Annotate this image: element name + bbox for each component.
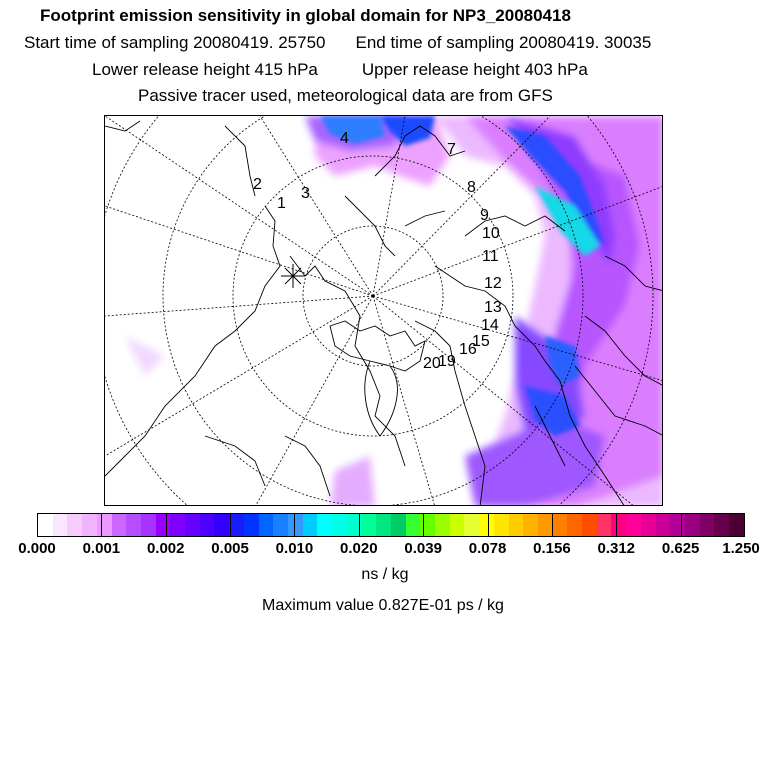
- colorbar-tick-label: 0.312: [597, 540, 636, 557]
- track-label-16: 16: [459, 341, 477, 358]
- colorbar-unit: ns / kg: [361, 566, 409, 583]
- colorbar-cell: [670, 514, 685, 536]
- colorbar-cell: [156, 514, 171, 536]
- colorbar-cell: [523, 514, 538, 536]
- track-label-2: 2: [253, 176, 262, 193]
- colorbar-tick-label: 0.010: [275, 540, 314, 557]
- colorbar-tick-label: 0.001: [82, 540, 121, 557]
- colorbar-cell: [714, 514, 729, 536]
- colorbar-cell: [420, 514, 435, 536]
- colorbar-cell: [597, 514, 612, 536]
- track-label-3: 3: [301, 185, 310, 202]
- colorbar-tick-label: 0.156: [533, 540, 571, 557]
- track-label-20: 20: [423, 355, 441, 372]
- colorbar-cell: [288, 514, 303, 536]
- colorbar-cell: [259, 514, 274, 536]
- colorbar-cell: [97, 514, 112, 536]
- colorbar-cell: [406, 514, 421, 536]
- tracer-note: Passive tracer used, meteorological data are from GFS: [138, 86, 553, 105]
- colorbar-cell: [435, 514, 450, 536]
- end-time: End time of sampling 20080419. 30035: [355, 33, 652, 52]
- track-label-13: 13: [484, 299, 502, 316]
- colorbar-tick-label: 0.625: [661, 540, 700, 557]
- colorbar-cell: [185, 514, 200, 536]
- colorbar-cell: [67, 514, 82, 536]
- colorbar-cell: [538, 514, 553, 536]
- colorbar-cell: [376, 514, 391, 536]
- colorbar-cell: [494, 514, 509, 536]
- plot-title: Footprint emission sensitivity in global domain for NP3_20080418: [40, 6, 571, 25]
- colorbar: [37, 513, 745, 537]
- colorbar-cell: [200, 514, 215, 536]
- track-label-15: 15: [472, 333, 490, 350]
- colorbar-cell: [729, 514, 744, 536]
- colorbar-cell: [112, 514, 127, 536]
- track-label-4: 4: [340, 130, 349, 147]
- colorbar-tick-label: 0.039: [404, 540, 442, 557]
- colorbar-cell: [553, 514, 568, 536]
- colorbar-cell: [317, 514, 332, 536]
- track-label-14: 14: [481, 317, 499, 334]
- colorbar-cell: [53, 514, 68, 536]
- colorbar-cell: [361, 514, 376, 536]
- sensitivity-field: [125, 116, 663, 506]
- upper-release-height: Upper release height 403 hPa: [361, 60, 588, 79]
- colorbar-tick-label: 0.002: [146, 540, 185, 557]
- colorbar-cell: [567, 514, 582, 536]
- track-label-19: 19: [438, 353, 456, 370]
- maximum-value: Maximum value 0.827E-01 ps / kg: [262, 597, 504, 614]
- colorbar-cell: [626, 514, 641, 536]
- track-label-9: 9: [480, 207, 489, 224]
- track-label-7: 7: [447, 141, 456, 158]
- map-panel: [104, 115, 663, 506]
- colorbar-tick-label: 0.000: [18, 540, 56, 557]
- track-label-12: 12: [484, 275, 502, 292]
- colorbar-cell: [611, 514, 626, 536]
- track-label-1: 1: [277, 195, 286, 212]
- colorbar-cell: [170, 514, 185, 536]
- colorbar-cell: [700, 514, 715, 536]
- colorbar-cell: [141, 514, 156, 536]
- start-time: Start time of sampling 20080419. 25750: [24, 33, 326, 52]
- colorbar-cell: [685, 514, 700, 536]
- release-location-marker: [281, 264, 305, 288]
- colorbar-cell: [303, 514, 318, 536]
- colorbar-tick-label: 1.250: [722, 540, 760, 557]
- colorbar-cell: [332, 514, 347, 536]
- polar-map: [105, 116, 663, 506]
- colorbar-tick-label: 0.005: [211, 540, 249, 557]
- colorbar-cell: [582, 514, 597, 536]
- colorbar-cell: [391, 514, 406, 536]
- colorbar-cell: [214, 514, 229, 536]
- colorbar-tick-label: 0.078: [468, 540, 507, 557]
- colorbar-cell: [479, 514, 494, 536]
- colorbar-cell: [38, 514, 53, 536]
- sampling-times: [24, 33, 768, 53]
- release-heights: [92, 60, 768, 80]
- track-label-10: 10: [482, 225, 500, 242]
- colorbar-cell: [641, 514, 656, 536]
- colorbar-cell: [244, 514, 259, 536]
- colorbar-cell: [656, 514, 671, 536]
- colorbar-cell: [273, 514, 288, 536]
- colorbar-cell: [464, 514, 479, 536]
- colorbar-cell: [229, 514, 244, 536]
- colorbar-tick-label: 0.020: [340, 540, 378, 557]
- track-label-8: 8: [467, 179, 476, 196]
- colorbar-cell: [450, 514, 465, 536]
- colorbar-cell: [82, 514, 97, 536]
- colorbar-cell: [347, 514, 362, 536]
- colorbar-cell: [126, 514, 141, 536]
- track-label-11: 11: [482, 248, 499, 265]
- lower-release-height: Lower release height 415 hPa: [92, 60, 318, 79]
- colorbar-cell: [509, 514, 524, 536]
